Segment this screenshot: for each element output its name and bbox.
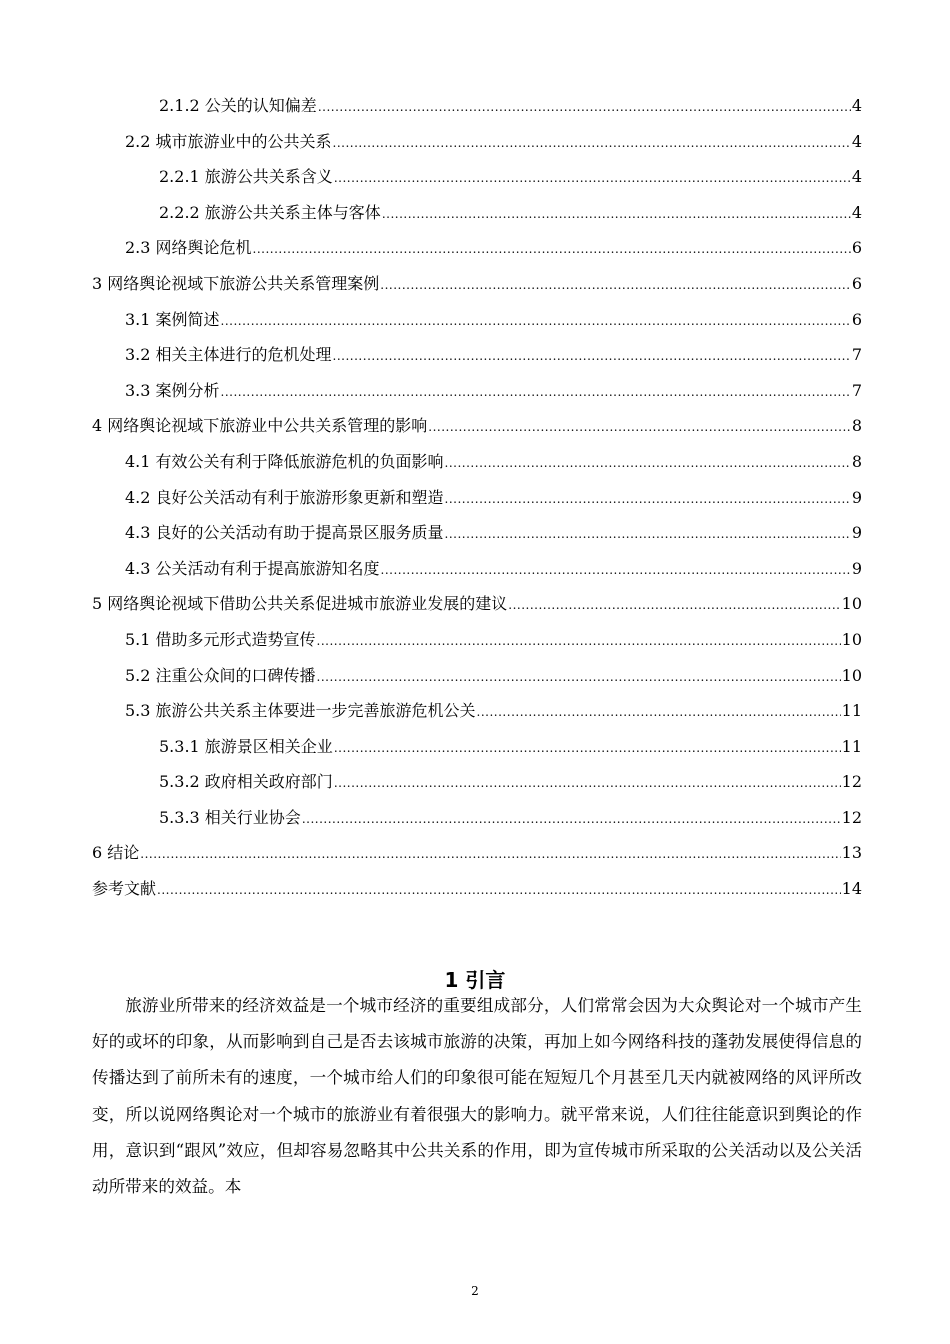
toc-dot-leader [302,802,841,838]
toc-entry-page: 6 [851,309,862,329]
toc-entry-title: 2.2 城市旅游业中的公共关系 [125,131,332,151]
toc-entry-title: 3.1 案例简述 [125,309,220,329]
toc-dot-leader [333,126,851,162]
toc-entry[interactable] [92,871,862,907]
toc-dot-leader [445,446,851,482]
toc-entry-page: 11 [841,736,862,756]
toc-entry[interactable] [92,693,862,729]
toc-entry-page: 9 [851,487,862,507]
toc-entry-title: 6 结论 [92,843,140,863]
toc-entry-page: 10 [841,665,862,685]
toc-entry[interactable] [92,835,862,871]
toc-entry-page: 4 [851,167,862,187]
table-of-contents [92,88,862,907]
toc-dot-leader [445,517,851,553]
toc-dot-leader [380,268,851,304]
toc-entry[interactable] [92,729,862,765]
toc-entry-title: 5.3.3 相关行业协会 [159,807,301,827]
toc-entry-page: 6 [851,273,862,293]
toc-entry-title: 2.1.2 公关的认知偏差 [159,96,317,115]
toc-entry-page: 13 [841,843,862,863]
toc-entry[interactable] [92,266,862,302]
toc-entry-title: 5.3 旅游公共关系主体要进一步完善旅游危机公关 [125,701,476,721]
toc-entry-page: 14 [841,879,862,899]
page-number: 2 [471,1284,479,1298]
toc-entry-page: 7 [851,345,862,365]
toc-dot-leader [157,873,841,909]
toc-entry[interactable] [92,302,862,338]
toc-entry-title: 2.2.1 旅游公共关系含义 [159,167,333,187]
toc-entry-page: 11 [841,701,862,721]
toc-dot-leader [334,766,841,802]
toc-entry[interactable] [92,480,862,516]
toc-entry-page: 8 [851,451,862,471]
toc-dot-leader [334,161,851,197]
toc-entry[interactable] [92,124,862,160]
toc-dot-leader [318,90,851,126]
toc-entry-page: 9 [851,523,862,543]
toc-dot-leader [253,232,851,268]
toc-entry-page: 12 [841,807,862,827]
toc-entry-page: 6 [851,238,862,258]
toc-entry-title: 4.3 公关活动有利于提高旅游知名度 [125,558,380,578]
toc-entry-title: 4.1 有效公关有利于降低旅游危机的负面影响 [125,451,444,471]
section-heading: 1 引言 [444,967,506,992]
toc-entry-title: 5.3.2 政府相关政府部门 [159,772,333,792]
toc-dot-leader [221,375,851,411]
toc-entry[interactable] [92,337,862,373]
toc-entry-title: 4 网络舆论视域下旅游业中公共关系管理的影响 [92,416,428,436]
toc-entry-title: 3.3 案例分析 [125,380,220,400]
toc-entry[interactable] [92,88,862,124]
toc-entry-title: 2.2.2 旅游公共关系主体与客体 [159,202,381,222]
toc-entry-title: 4.3 良好的公关活动有助于提高景区服务质量 [125,523,444,543]
toc-dot-leader [428,410,851,446]
toc-entry[interactable] [92,764,862,800]
body-paragraph: 旅游业所带来的经济效益是一个城市经济的重要组成部分，人们常常会因为大众舆论对一个城市产生好的或坏的印象，从而影响到自己是否去该城市旅游的决策，再加上如今网络科技的蓬勃发展使得信息的传播达到了前所未有的速度，一个城市给人们的印象很可能在短短几个月甚至几天内就被网络的风评所改变，所以说网络舆论对一个城市的旅游业有着很强大的影响力。就平常来说，人们往往能意识到舆论的作用，意识到“跟风”效应，但却容易忽略其中公共关系的作用，即为宣传城市所采取的公关活动以及公关活动所带来的效益。本 [92,996,862,1197]
toc-entry-title: 参考文献 [92,879,157,899]
toc-entry-title: 3.2 相关主体进行的危机处理 [125,345,332,365]
toc-dot-leader [140,837,840,873]
toc-entry[interactable] [92,195,862,231]
toc-entry[interactable] [92,622,862,658]
toc-dot-leader [334,731,841,767]
toc-entry[interactable] [92,658,862,694]
toc-dot-leader [445,482,851,518]
toc-dot-leader [221,304,851,340]
toc-entry[interactable] [92,373,862,409]
toc-entry[interactable] [92,444,862,480]
toc-entry-page: 4 [851,96,862,115]
toc-dot-leader [333,339,851,375]
toc-entry-page: 7 [851,380,862,400]
toc-entry[interactable] [92,408,862,444]
toc-entry[interactable] [92,515,862,551]
toc-dot-leader [317,624,841,660]
toc-entry[interactable] [92,586,862,622]
toc-entry[interactable] [92,230,862,266]
toc-entry-page: 4 [851,131,862,151]
toc-entry-page: 10 [841,629,862,649]
toc-entry-page: 9 [851,558,862,578]
toc-dot-leader [508,588,840,624]
toc-dot-leader [382,197,851,233]
toc-entry-title: 2.3 网络舆论危机 [125,238,252,258]
toc-entry-page: 10 [841,594,862,614]
toc-entry-title: 5 网络舆论视域下借助公共关系促进城市旅游业发展的建议 [92,594,508,614]
toc-entry[interactable] [92,159,862,195]
toc-entry-title: 5.3.1 旅游景区相关企业 [159,736,333,756]
toc-entry-title: 5.2 注重公众间的口碑传播 [125,665,316,685]
toc-entry-title: 4.2 良好公关活动有利于旅游形象更新和塑造 [125,487,444,507]
toc-entry-page: 4 [851,202,862,222]
toc-entry[interactable] [92,551,862,587]
toc-entry-page: 12 [841,772,862,792]
toc-dot-leader [477,695,841,731]
toc-entry-title: 3 网络舆论视域下旅游公共关系管理案例 [92,273,380,293]
toc-entry[interactable] [92,800,862,836]
toc-entry-title: 5.1 借助多元形式造势宣传 [125,629,316,649]
toc-dot-leader [381,553,851,589]
toc-entry-page: 8 [851,416,862,436]
toc-dot-leader [317,660,841,696]
